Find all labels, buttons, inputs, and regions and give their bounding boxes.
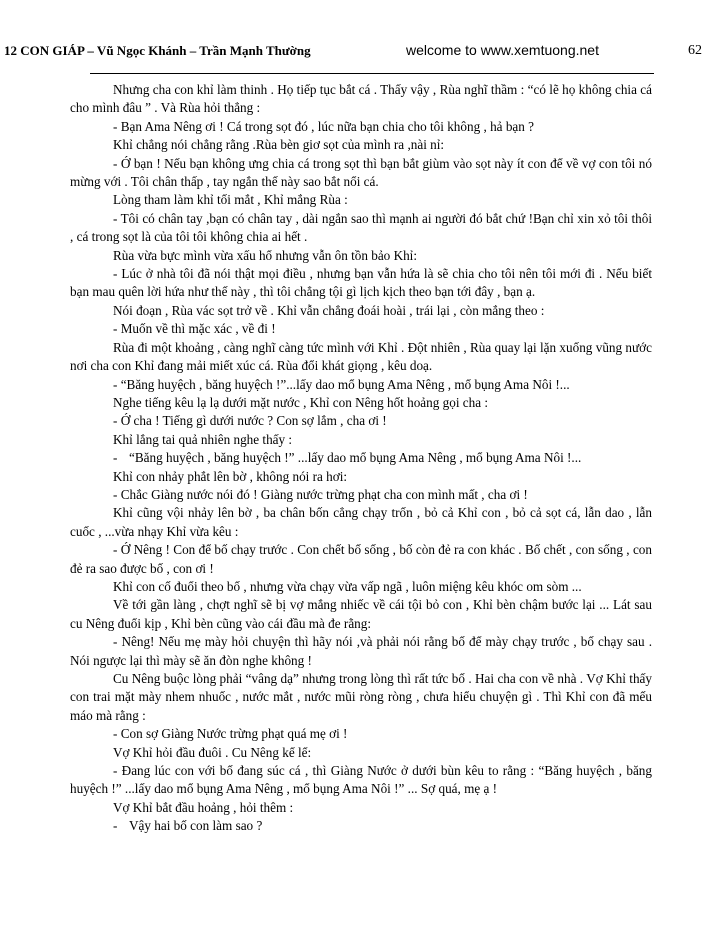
paragraph: - Chắc Giàng nước nói đó ! Giàng nước trừng phạt cha con mình mất , cha ơi !	[113, 486, 528, 502]
dash-marker: -	[113, 818, 118, 834]
paragraph: Cu Nêng buộc lòng phải “vâng dạ” nhưng trong lòng thì rất tức bố . Hai cha con về nhà . Vợ Khỉ thấy con trai mặt mày nhem nhuốc , nước mắt , nước mũi ròng ròng , chưa hiểu chuyện gì . Thì Khỉ con đã mếu máo mà rằng :	[70, 671, 652, 723]
paragraph: - Ớ Nêng ! Con để bố chạy trước . Con chết bố sống , bố còn đẻ ra con khác . Bố chết , con sống , con đẻ ra sao được bố , con ơi !	[70, 542, 652, 576]
paragraph: - Bạn Ama Nêng ơi ! Cá trong sọt đó , lúc nữa bạn chia cho tôi không , hả bạn ?	[113, 118, 535, 134]
paragraph: - Con sợ Giàng Nước trừng phạt quá mẹ ơi !	[113, 726, 348, 742]
paragraph: - Tôi có chân tay ,bạn có chân tay , dài ngắn sao thì mạnh ai người đó bắt chứ !Bạn chỉ xin xỏ tôi thôi , cá trong sọt là của tôi tôi không chia ai hết .	[70, 210, 652, 245]
dash-marker: -	[113, 450, 118, 466]
paragraph: Khỉ lắng tai quả nhiên nghe thấy :	[113, 431, 293, 447]
paragraph: Lòng tham làm khỉ tối mắt , Khỉ mắng Rùa :	[113, 192, 348, 208]
paragraph	[70, 817, 652, 835]
paragraph: - Ớ bạn ! Nếu bạn không ưng chia cá trong sọt thì bạn bắt giùm vào sọt này ít con để về vợ con tôi nó mừng với . Tôi chân thấp , tay ngắn thế này sao bắt nổi cá.	[70, 155, 652, 190]
page-header	[0, 0, 723, 80]
paragraph: Nhưng cha con khỉ làm thinh . Họ tiếp tục bắt cá . Thấy vậy , Rùa nghĩ thầm : “có lẽ họ không chia cá cho mình đâu ” . Và Rùa hỏi thẳng :	[70, 82, 652, 116]
header-divider	[90, 73, 654, 74]
paragraph: Rùa đi một khoảng , càng nghĩ càng tức mình với Khỉ . Đột nhiên , Rùa quay lại lặn xuống vũng nước nơi cha con Khỉ đang mải miết xúc cá. Rùa đổi khát giọng , kêu doạ.	[70, 339, 652, 374]
website-banner: welcome to www.xemtuong.net	[406, 42, 599, 58]
paragraph: Nói đoạn , Rùa vác sọt trở về . Khỉ vẫn chẳng đoái hoài , trái lại , còn mắng theo :	[113, 302, 545, 318]
page-number: 62	[688, 43, 702, 58]
paragraph: Rùa vừa bực mình vừa xấu hổ nhưng vẫn ôn tồn bảo Khỉ:	[113, 247, 418, 263]
paragraph: Khỉ chẳng nói chẳng rằng .Rùa bèn giơ sọt của mình ra ,nài nỉ:	[113, 137, 445, 153]
paragraph: - Đang lúc con với bố đang súc cá , thì Giàng Nước ở dưới bùn kêu to rằng : “Băng huyệch , băng huyệch !” ...lấy dao mổ bụng Ama Nêng , mổ bụng Ama Nôi !” ... Sợ quá, mẹ ạ !	[70, 763, 652, 797]
paragraph: Khỉ con nhảy phắt lên bờ , không nói ra hơi:	[113, 468, 348, 484]
paragraph-text: “Băng huyệch , băng huyệch !” ...lấy dao mổ bụng Ama Nêng , mổ bụng Ama Nôi !...	[129, 450, 582, 466]
paragraph: Về tới gần làng , chợt nghĩ sẽ bị vợ mắng nhiếc về cái tội bỏ con , Khỉ bèn chậm bước lại ... Lát sau cu Nêng đuổi kịp , Khỉ bèn cũng vào cái đầu mà đe rằng:	[70, 597, 652, 631]
book-title: 12 CON GIÁP – Vũ Ngọc Khánh – Trần Mạnh Thường	[4, 43, 311, 58]
page-body	[70, 81, 652, 836]
paragraph: Nghe tiếng kêu lạ lạ dưới mặt nước , Khỉ con Nêng hốt hoảng gọi cha :	[113, 394, 489, 410]
paragraph: - “Băng huyệch , băng huyệch !”...lấy dao mổ bụng Ama Nêng , mổ bụng Ama Nôi !...	[113, 376, 570, 392]
paragraph	[70, 449, 652, 467]
paragraph: - Ớ cha ! Tiếng gì dưới nước ? Con sợ lắm , cha ơi !	[113, 413, 387, 429]
paragraph: - Lúc ở nhà tôi đã nói thật mọi điều , nhưng bạn vẫn hứa là sẽ chia cho tôi nên tôi mới đi . Nếu biết bạn mau quên lời hứa như thế này , thì tôi chẳng tội gì lịch kịch theo bạn tới đây , bạn ạ.	[70, 266, 652, 300]
paragraph: - Nêng! Nếu mẹ mày hỏi chuyện thì hãy nói ,và phải nói rằng bố để mày chạy trước , bố chạy sau . Nói ngược lại thì mày sẽ ăn đòn nghe không !	[70, 634, 652, 668]
paragraph: - Muốn về thì mặc xác , về đi !	[113, 321, 276, 337]
paragraph: Khỉ con cố đuổi theo bố , nhưng vừa chạy vừa vấp ngã , luôn miệng kêu khóc om sòm ...	[113, 578, 582, 594]
paragraph-text: Vậy hai bố con làm sao ?	[129, 818, 263, 834]
paragraph: Vợ Khỉ bắt đầu hoảng , hỏi thêm :	[113, 799, 294, 815]
paragraph: Vợ Khỉ hỏi đầu đuôi . Cu Nêng kể lể:	[113, 744, 312, 760]
paragraph: Khỉ cũng vội nhảy lên bờ , ba chân bốn cẳng chạy trốn , bỏ cả Khỉ con , bỏ cả sọt cá, lẫn dao , lẫn cuốc , ...vừa nhạy Khỉ vừa kêu :	[70, 505, 652, 539]
